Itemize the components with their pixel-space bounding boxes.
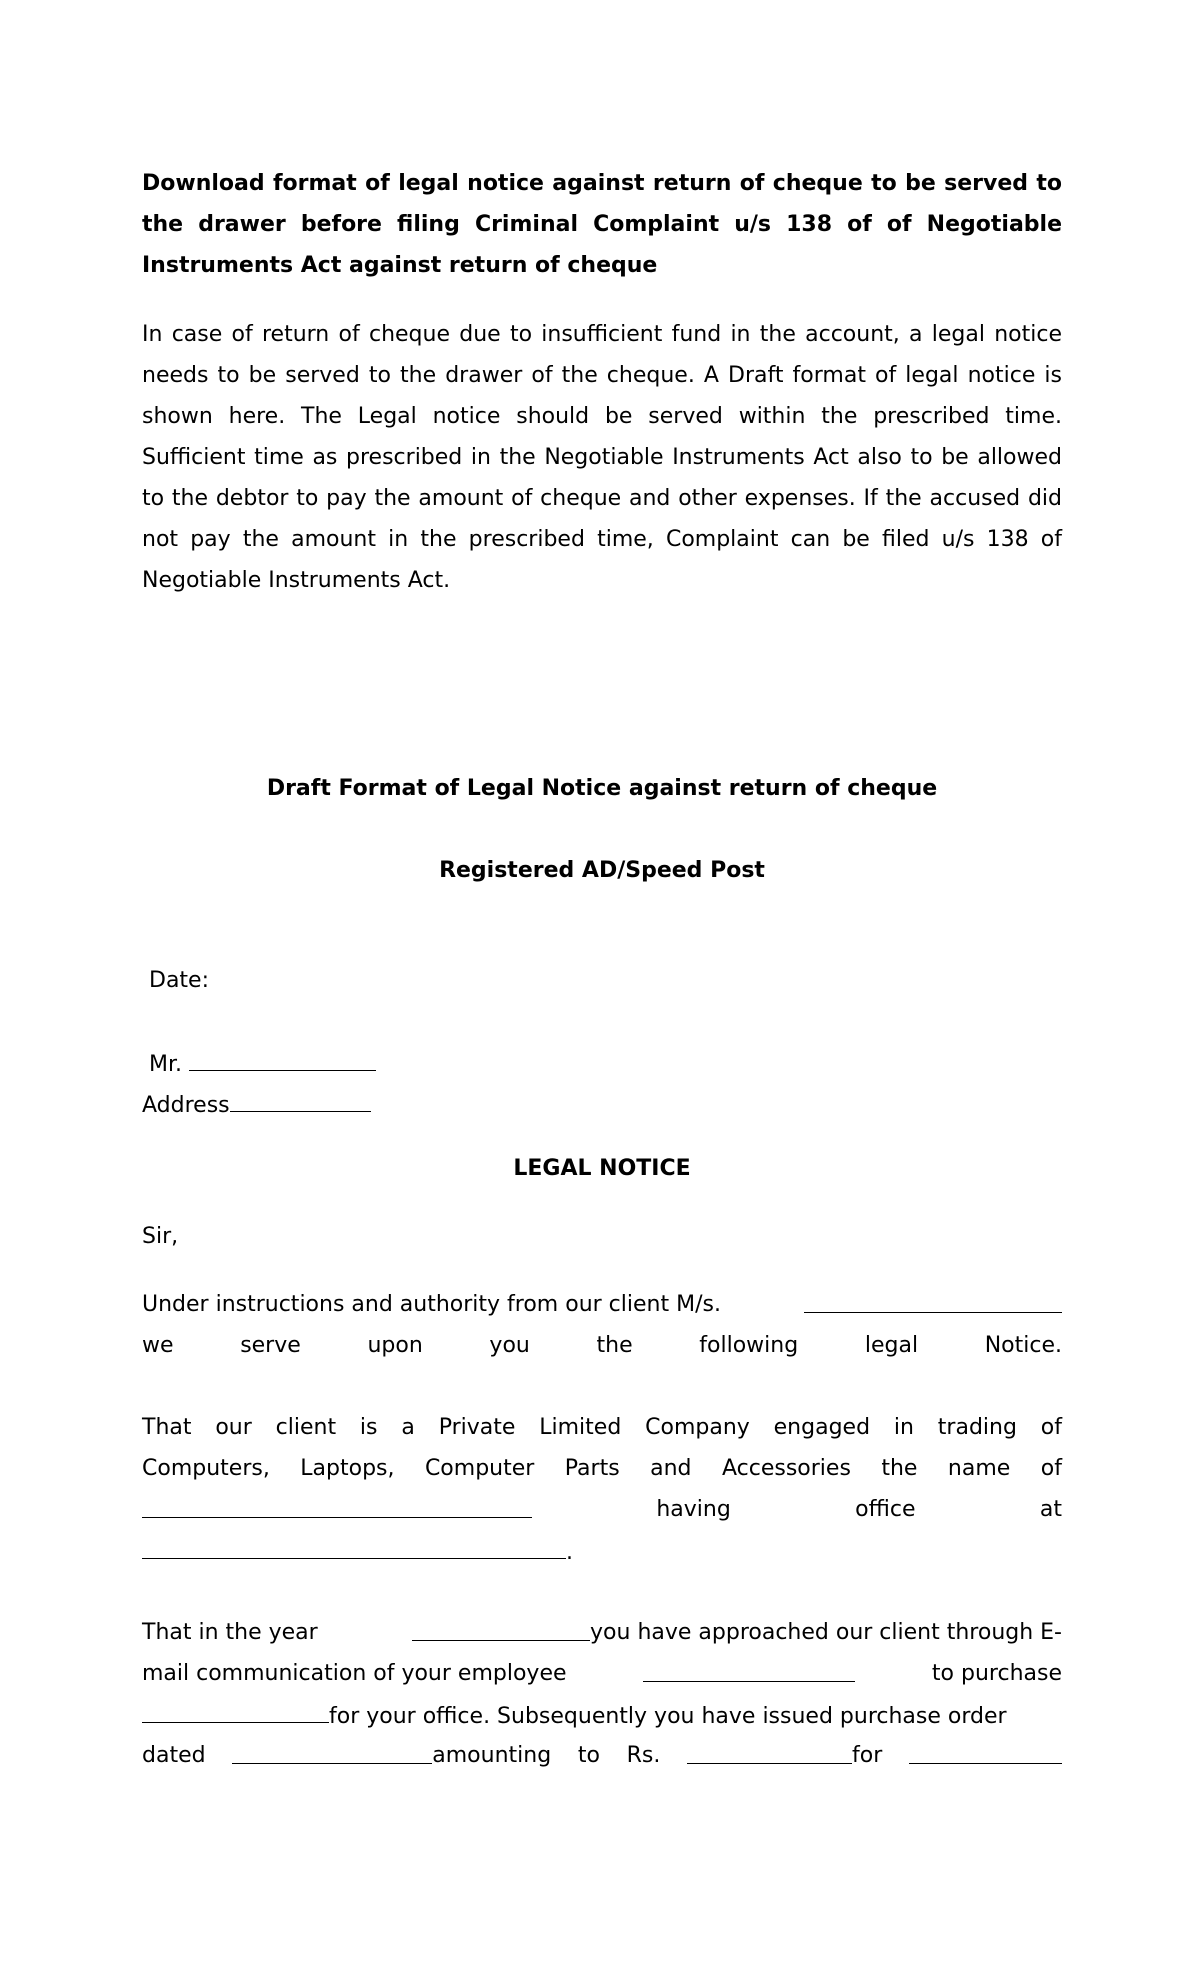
date-label: Date: [149,968,209,993]
para3-l4-amount-group [232,1735,551,1776]
para2-line3 [142,1489,1062,1530]
para3-line2 [142,1653,1062,1694]
para3-l1a: That in the year [142,1620,318,1645]
para1-text: Under instructions and authority from our client M/s. [142,1292,721,1317]
mr-label: Mr. [149,1052,182,1077]
para1-word: Notice. [984,1333,1062,1358]
para3-line4 [142,1735,1062,1776]
notice-title: LEGAL NOTICE [513,1156,691,1181]
para2-line2: Computers, Laptops, Computer Parts and Accessories the name of [142,1456,1062,1481]
para3-l1b: you have approached our client through E- [590,1620,1062,1645]
post-line: Registered AD/Speed Post [439,858,765,883]
salutation: Sir, [142,1224,179,1249]
para3-l1-rest [412,1612,1062,1653]
order-date-blank [232,1735,432,1764]
para3-l4d: Rs. [626,1743,661,1768]
recipient-line [149,1042,1069,1085]
draft-title: Draft Format of Legal Notice against return of cheque [266,776,938,801]
para3-l4c: to [577,1743,600,1768]
amount-blank [687,1735,852,1764]
period: . [566,1540,573,1565]
para1-line1 [142,1284,1062,1325]
address-blank [230,1083,371,1112]
para1-word: serve [240,1333,301,1358]
para3-l4-for-group [687,1735,882,1776]
office-address-blank [142,1530,566,1559]
client-name-blank [804,1284,1062,1313]
para3-l4b: amounting [432,1743,552,1768]
at-word: at [1039,1497,1062,1522]
address-line [142,1083,1062,1126]
name-blank [189,1042,376,1071]
para3-l4a: dated [142,1743,206,1768]
para1-word: following [699,1333,799,1358]
para3-line1 [142,1612,1062,1653]
para3-line3 [142,1694,1062,1737]
para1-word: you [489,1333,530,1358]
para1-word: we [142,1333,174,1358]
intro-paragraph: In case of return of cheque due to insufficient fund in the account, a legal notice needs to be served to the drawer of the cheque. A Draft format of legal notice is shown here. The Legal notice should be served within the prescribed time. Sufficient time as prescribed in the Negotiable Instruments Act also to be allowed to the debtor to pay the amount of cheque and other expenses. If the accused did not pay the amount in the prescribed time, Complaint can be filed u/s 138 of Negotiable Instruments Act. [142,322,1062,593]
purpose-blank [909,1735,1062,1764]
item-blank [142,1694,329,1723]
para2-line4 [142,1530,1062,1573]
para1-line2 [142,1325,1062,1366]
having-word: having [656,1497,731,1522]
office-word: office [855,1497,916,1522]
year-blank [412,1612,590,1641]
para1-word: the [596,1333,633,1358]
para1-word: upon [367,1333,423,1358]
para1-word: legal [864,1333,919,1358]
document-heading: Download format of legal notice against return of cheque to be served to the drawer before filing Criminal Complaint u/s 138 of of Negotiable Instruments Act against return of cheque [142,171,1062,278]
para3-l2a: mail communication of your employee [142,1661,567,1686]
employee-blank [643,1653,855,1682]
para3-l4e: for [852,1743,883,1768]
company-name-blank [142,1489,532,1518]
para3-l3b: for your office. Subsequently you have issued purchase order [329,1704,1007,1729]
para2-line1: That our client is a Private Limited Company engaged in trading of [142,1415,1062,1440]
address-label: Address [142,1093,230,1118]
para3-l2b: to purchase [931,1661,1062,1686]
